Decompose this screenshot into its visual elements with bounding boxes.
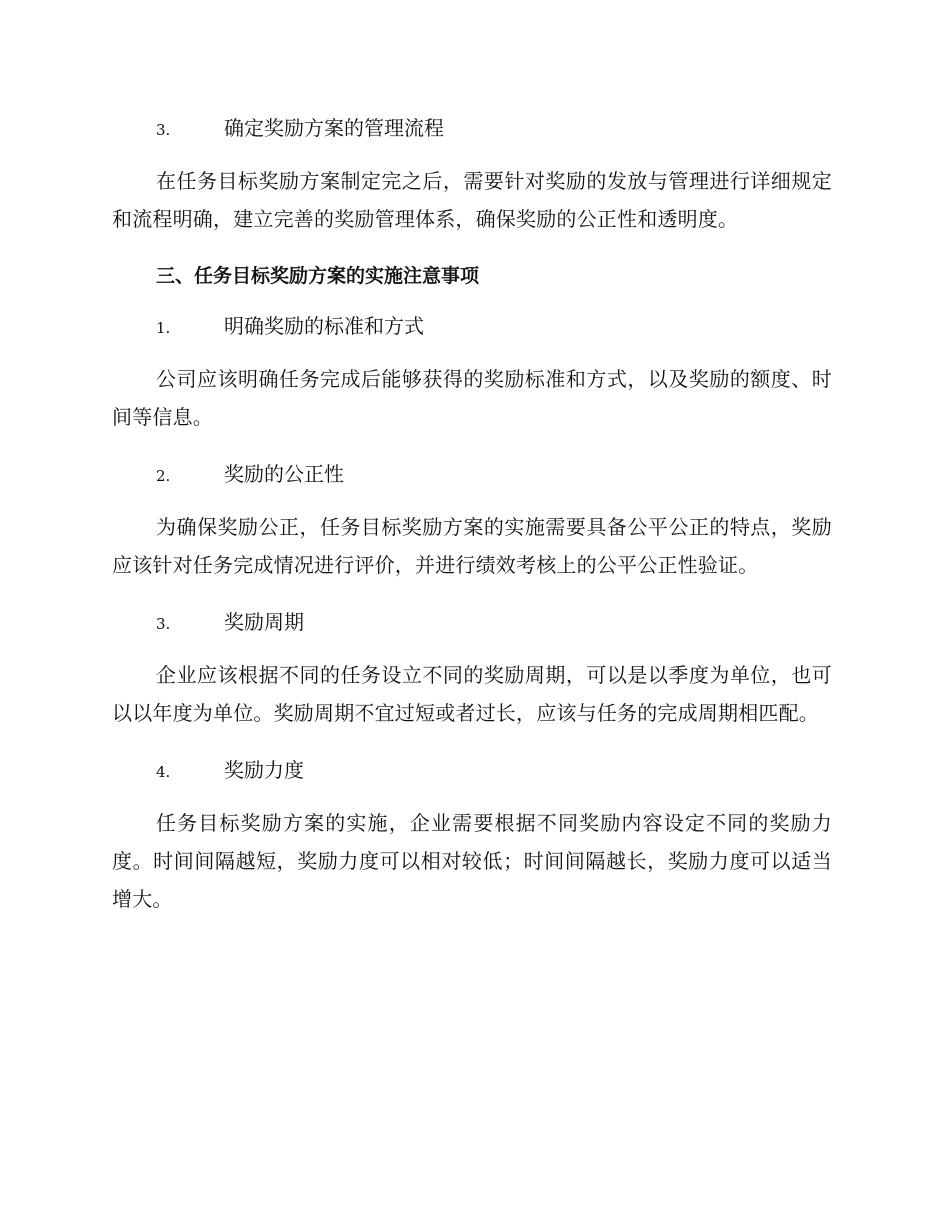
paragraph: 任务目标奖励方案的实施，企业需要根据不同奖励内容设定不同的奖励力度。时间间隔越短，奖励力度可以相对较低；时间间隔越长，奖励力度可以适当增大。: [112, 811, 832, 911]
item-number: 3.: [156, 121, 171, 139]
item-title: 奖励周期: [224, 610, 304, 634]
numbered-item-heading: [112, 752, 832, 790]
item-number: 3.: [156, 615, 171, 633]
item-number: 1.: [156, 319, 171, 337]
numbered-item-heading: [112, 308, 832, 346]
numbered-item-heading: [112, 604, 832, 642]
item-number: 2.: [156, 467, 171, 485]
numbered-item-heading: [112, 456, 832, 494]
item-title: 明确奖励的标准和方式: [224, 314, 424, 338]
section-heading: 三、任务目标奖励方案的实施注意事项: [156, 265, 480, 287]
item-title: 奖励的公正性: [224, 462, 344, 486]
item-title: 确定奖励方案的管理流程: [224, 116, 444, 140]
numbered-item-heading: [112, 110, 832, 148]
paragraph: 公司应该明确任务完成后能够获得的奖励标准和方式，以及奖励的额度、时间等信息。: [112, 367, 832, 429]
document-body: [112, 110, 832, 938]
item-number: 4.: [156, 763, 171, 781]
paragraph: 在任务目标奖励方案制定完之后，需要针对奖励的发放与管理进行详细规定和流程明确，建立完善的奖励管理体系，确保奖励的公正性和透明度。: [112, 169, 832, 231]
paragraph: 企业应该根据不同的任务设立不同的奖励周期，可以是以季度为单位，也可以以年度为单位。奖励周期不宜过短或者过长，应该与任务的完成周期相匹配。: [112, 663, 832, 725]
item-title: 奖励力度: [224, 758, 304, 782]
paragraph: 为确保奖励公正，任务目标奖励方案的实施需要具备公平公正的特点，奖励应该针对任务完成情况进行评价，并进行绩效考核上的公平公正性验证。: [112, 515, 832, 577]
